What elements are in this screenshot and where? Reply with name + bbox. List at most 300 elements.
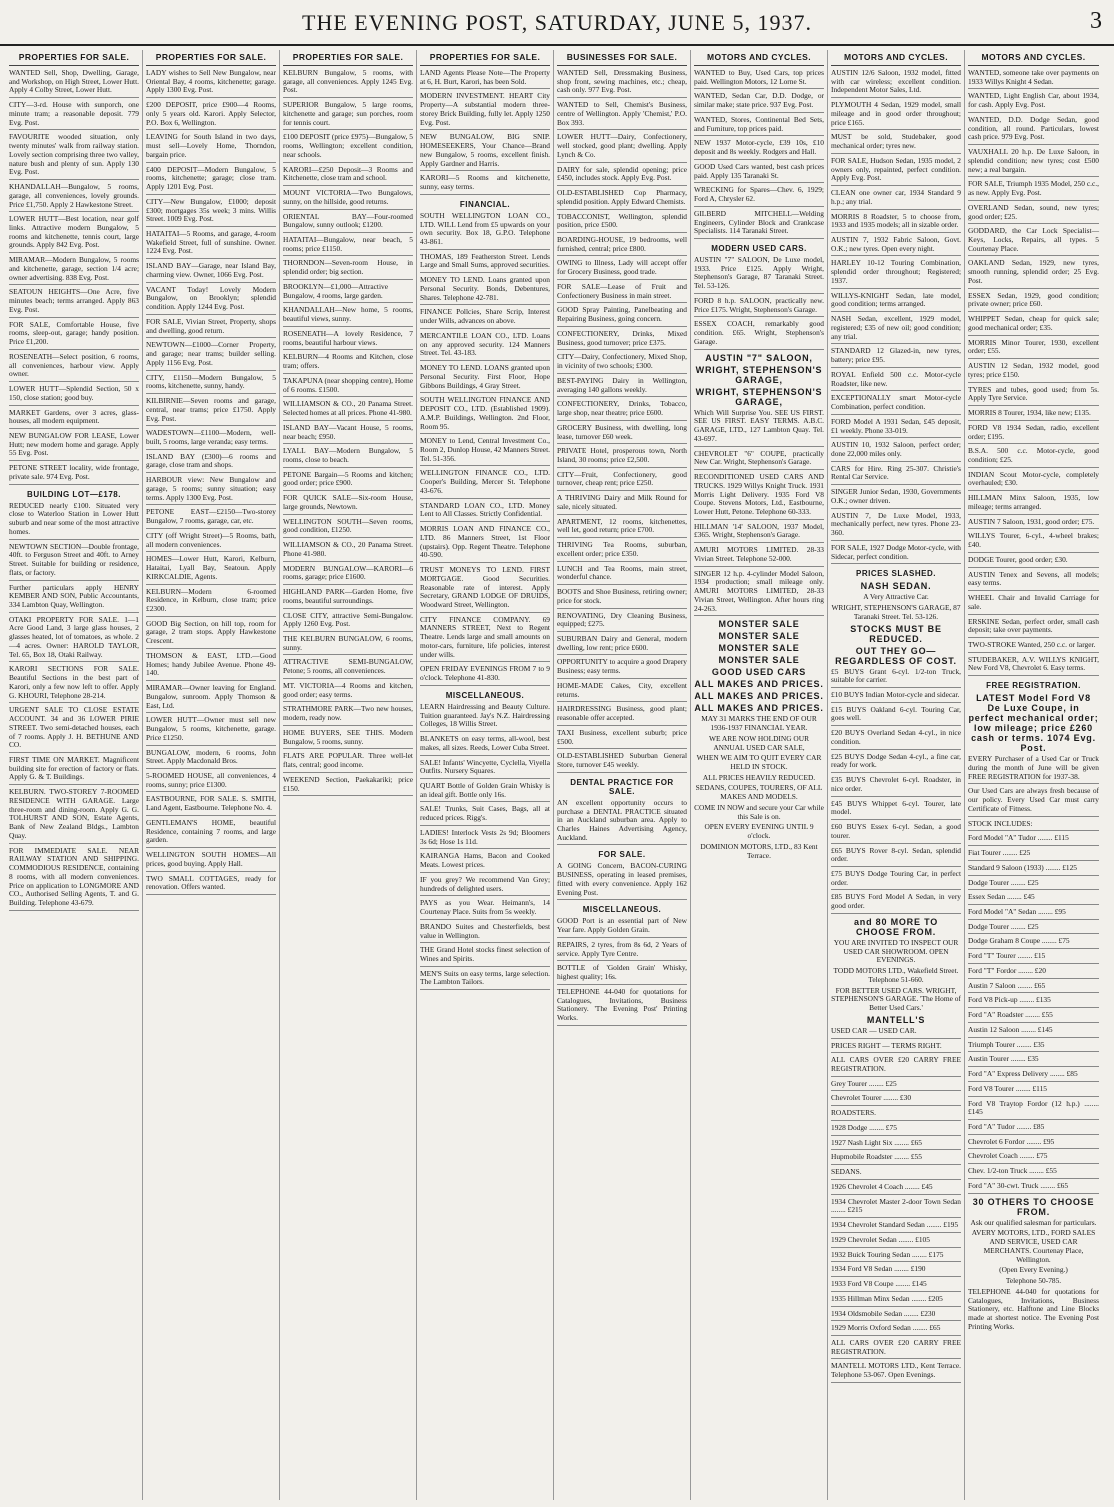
ads-item: WANTED to Buy, Used Cars, top prices paid. Wellington Motors, 12 Lorne St. — [694, 69, 824, 89]
ads-item: GOOD Used Cars wanted, best cash prices paid. Apply 135 Taranaki St. — [694, 163, 824, 183]
ads2-item: MONEY TO LEND. Loans granted upon Personal Security. Bonds, Debentures, Shares. Telephone 42-781. — [420, 276, 550, 305]
ads-item: NEWTOWN—£1000—Corner Property, and garage; near trams; builder selling. Apply 1156 Evg. Post. — [146, 341, 276, 370]
ads-item: AUSTIN 12 Sedan, 1932 model, good tyres; price £150. — [968, 362, 1099, 382]
ads-item: OPPORTUNITY to acquire a good Drapery Business; easy terms. — [557, 658, 687, 678]
stock-item: Ford V8 Traytop Fordor (12 h.p.) ........ £145 — [968, 1100, 1099, 1120]
ads-item: BUNGALOW, modern, 6 rooms, John Street. Apply Macdonald Bros. — [146, 749, 276, 769]
all-makes-item: ALL MAKES AND PRICES. — [694, 691, 824, 702]
ads2-item: STANDARD LOAN CO., LTD. Money Lent to All Classes. Strictly Confidential. — [420, 502, 550, 522]
avery: AVERY MOTORS, LTD., FORD SALES AND SERVICE, USED CAR MERCHANTS. Courtenay Place, Wellington. — [971, 1228, 1096, 1264]
ads-item: WANTED Sell, Dressmaking Business, shop front, sewing machines, etc.; cheap, cash only. 977 Evg. Post. — [557, 69, 687, 98]
ads-item: LOWER HUTT—Dairy, Confectionery, well stocked, good plant; dwelling. Apply Lynch & Co. — [557, 133, 687, 162]
ads4-item: BOTTLE of 'Golden Grain' Whisky, highest quality; 16s. — [557, 964, 687, 984]
ads-item: FAVOURITE wooded situation, only twenty minutes' walk from railway station. Lovely section comprising three two valley, nature bush and plenty of sun. Apply 130 Evg. Post. — [9, 133, 139, 180]
ads2-item: Further particulars apply HENRY KEMBER AND SON, Public Accountants, 334 Lambton Quay, Wellington. — [9, 584, 139, 613]
slashed-item: OUT THEY GO—REGARDLESS OF COST. — [835, 645, 957, 666]
ads-item: DAIRY for sale, splendid opening; price £450, includes stock. Apply Evg. Post. — [557, 166, 687, 186]
ads-item: RENOVATING, Dry Cleaning Business, equipped; £275. — [557, 612, 687, 632]
ads-item: OLD-ESTABLISHED Cop Pharmacy, splendid position. Apply Edward Chemists. — [557, 189, 687, 209]
mantell-ads-item: 1926 Chevrolet 4 Coach ........ £45 — [831, 1183, 961, 1195]
mantell: MANTELL'S — [866, 1014, 926, 1025]
ads-item: £100 DEPOSIT (price £975)—Bungalow, 5 rooms, Wellington; excellent condition, near schools. — [283, 133, 413, 162]
ads-item: SUPERIOR Bungalow, 5 large rooms, kitchenette and garage; sun porches, room for tennis court. — [283, 101, 413, 130]
ads-item: SEATOUN HEIGHTS—One Acre, five minutes beach; terms arranged. Apply 863 Evg. Post. — [9, 288, 139, 317]
ads-item: THORNDON—Seven-room House, in splendid order; big section. — [283, 259, 413, 279]
ads-item: B.S.A. 500 c.c. Motor-cycle, good condition; £25. — [968, 447, 1099, 467]
ads-item: £400 DEPOSIT—Modern Bungalow, 5 rooms, kitchenette; garage; close tram. Apply 1201 Evg. Post. — [146, 166, 276, 195]
ads-item: AUSTIN 10, 1932 Saloon, perfect order; done 22,000 miles only. — [831, 441, 961, 461]
ads-item: LADY wishes to Sell New Bungalow, near Oriental Bay, 4 rooms, kitchenette; garage. Apply 1300 Evg. Post. — [146, 69, 276, 98]
column-4 — [417, 50, 554, 1500]
ads-item: HAIRDRESSING Business, good plant; reasonable offer accepted. — [557, 705, 687, 725]
ads2-item: REDUCED nearly £100. Situated very close to Waterloo Station in Lower Hutt suburb and near some of the most attractive homes. — [9, 502, 139, 540]
ads-item: MIRAMAR—Owner leaving for England. Bungalow, sunroom. Apply Thomson & East, Ltd. — [146, 684, 276, 713]
ads-item: OWING to Illness, Lady will accept offer for Grocery Business, good trade. — [557, 259, 687, 279]
ads2-item: SOUTH WELLINGTON LOAN CO., LTD. WILL Lend from £5 upwards on your own security. Box 18, G.P.O. Telephone 43-861. — [420, 212, 550, 250]
mantell-ads-item: 1934 Ford V8 Sedan ........ £190 — [831, 1265, 961, 1277]
ads-item: PETONE Bargain—5 Rooms and kitchen; good order; price £900. — [283, 471, 413, 491]
ads3-item: MEN'S Suits on easy terms, large selection. The Lambton Tailors. — [420, 970, 550, 990]
all-makes-item: ALL MAKES AND PRICES. — [694, 703, 824, 714]
ads-item: WANTED, Stores, Continental Bed Sets, and Furniture, top prices paid. — [694, 116, 824, 136]
ads3-item: BLANKETS on easy terms, all-wool, best makes, all sizes. Reeds, Lower Cuba Street. — [420, 735, 550, 755]
ads-item: WEEKEND Section, Paekakariki; price £150. — [283, 776, 413, 796]
buys-item: £5 BUYS Grant 6-cyl. 1/2-ton Truck, suitable for carrier. — [831, 668, 961, 688]
ads-item: SUBURBAN Dairy and General, modern dwelling, low rent; price £600. — [557, 635, 687, 655]
ads-item: ROSENEATH—A lovely Residence, 7 rooms, beautiful harbour views. — [283, 330, 413, 350]
banner-item: SEDANS, COUPES, TOURERS, OF ALL MAKES AND MODELS. — [695, 783, 823, 802]
sub-header: MODERN USED CARS. — [711, 244, 807, 254]
ads-item: TAKAPUNA (near shopping centre), Home of 6 rooms. £1500. — [283, 377, 413, 397]
classified-columns — [6, 50, 1108, 1500]
ads3-item: SALE! Infants' Wincyette, Cyclella, Viyella Outfits. Nursery Squares. — [420, 759, 550, 779]
ads-item: WANTED, someone take over payments on 1933 Willys Knight 4 Sedan. — [968, 69, 1099, 89]
mantell-ads-item: 1928 Dodge ........ £75 — [831, 1124, 961, 1136]
ads-item: VAUXHALL 20 h.p. De Luxe Saloon, in splendid condition; new tyres; cost £500 new; a real bargain. — [968, 148, 1099, 177]
ads-item: HATAITAI—Bungalow, near beach, 5 rooms; price £1150. — [283, 236, 413, 256]
buys-item: £75 BUYS Dodge Touring Car, in perfect order. — [831, 870, 961, 890]
all-makes-item: ALL MAKES AND PRICES. — [694, 679, 824, 690]
banner-item: COME IN NOW and secure your Car while this Sale is on. — [694, 802, 824, 821]
thirty: 30 OTHERS TO CHOOSE FROM. — [972, 1196, 1095, 1217]
ads-item: CITY—Fruit, Confectionery, good turnover, cheap rent; price £250. — [557, 471, 687, 491]
ads3-item: AMURI MOTORS LIMITED. 28-33 Vivian Street. Telephone 52-000. — [694, 546, 824, 566]
ads-item: APARTMENT, 12 rooms, kitchenettes, well let, good return; price £700. — [557, 518, 687, 538]
monster-item: MONSTER SALE — [718, 655, 800, 666]
buys-item: £25 BUYS Dodge Sedan 4-cyl., a fine car, ready for work. — [831, 753, 961, 773]
ads-item: TOBACCONIST, Wellington, splendid position, price £500. — [557, 213, 687, 233]
ads2-item: AUSTIN "7" SALOON, De Luxe model, 1933. Price £125. Apply Wright, Stephenson's Garage, 87 Taranaki Street. Tel. 53-126. — [694, 256, 824, 294]
ads2-item: KARORI SECTIONS FOR SALE. Beautiful Sections in the best part of Karori, only a few now left to offer. Apply G. KHOURI, Telephone 28-214. — [9, 665, 139, 703]
mantell-ads-item: 1935 Hillman Minx Sedan ........ £205 — [831, 1295, 961, 1307]
ads-item: CLEAN one owner car, 1934 Standard 9 h.p.; any trial. — [831, 189, 961, 209]
ads-item: FORD V8 1934 Sedan, radio, excellent order; £195. — [968, 424, 1099, 444]
ads-item: WHIPPET Sedan, cheap for quick sale; good mechanical order; £35. — [968, 315, 1099, 335]
header: MOTORS AND CYCLES. — [831, 50, 961, 66]
ads-item: CITY—Dairy, Confectionery, Mixed Shop, in vicinity of two schools; £300. — [557, 353, 687, 373]
header: MOTORS AND CYCLES. — [694, 50, 824, 66]
ads-item: GODDARD, the Car Lock Specialist—Keys, Locks, Repairs, all types. 5 Courtenay Place. — [968, 227, 1099, 256]
ads-item: AUSTIN Tenex and Sevens, all models; easy terms. — [968, 571, 1099, 591]
stock-item: Essex Sedan ........ £45 — [968, 893, 1099, 905]
ads-item: EXCEPTIONALLY smart Motor-cycle Combination, perfect condition. — [831, 394, 961, 414]
ads-item: FOR SALE, 1927 Dodge Motor-cycle, with Sidecar, perfect condition. — [831, 544, 961, 564]
stock-item: Dodge Graham 8 Coupe ........ £75 — [968, 937, 1099, 949]
ads-item: FOR SALE—Lease of Fruit and Confectionery Business in main street. — [557, 283, 687, 303]
ads3-item: CHEVROLET "6" COUPE, practically New Car. Wright, Stephenson's Garage. — [694, 450, 824, 470]
ads-item: ORIENTAL BAY—Four-roomed Bungalow, sunny outlook; £1200. — [283, 213, 413, 233]
sub-header3: MISCELLANEOUS. — [582, 905, 662, 915]
ads-item: HOME BUYERS, SEE THIS. Modern Bungalow, 5 rooms, sunny. — [283, 729, 413, 749]
mantell-ads-item: 1934 Oldsmobile Sedan ........ £230 — [831, 1310, 961, 1322]
buys-item: £10 BUYS Indian Motor-cycle and sidecar. — [831, 691, 961, 703]
ads2-item: OTAKI PROPERTY FOR SALE. 1—1 Acre Good Land, 3 large glass houses, 2 glasses heated, lot of tomatoes, as whole. 2—4 acres. Owner: HAROLD TAYLOR, Tel. 65, Box 18, Otaki Railway. — [9, 616, 139, 663]
ads-item: PETONE EAST—£2150—Two-storey Bungalow, 7 rooms, garage, car, etc. — [146, 508, 276, 528]
ask: Ask our qualified salesman for particulars. — [970, 1217, 1097, 1227]
free-reg-item: Our Used Cars are always fresh because of our policy. Every Used Car must carry Certificate of Fitness. — [968, 787, 1099, 816]
mantell-ads-item: USED CAR — USED CAR. — [831, 1027, 961, 1039]
ads-item: HILLMAN Minx Saloon, 1935, low mileage; terms arranged. — [968, 494, 1099, 514]
ads-item: MIRAMAR—Modern Bungalow, 5 rooms and kitchenette, garage, section 1/4 acre; owner advertising. 838 Evg. Post. — [9, 256, 139, 285]
mantell-ads-item: 1934 Chevrolet Master 2-door Town Sedan ........ £215 — [831, 1198, 961, 1218]
ads-item: TWO SMALL COTTAGES, ready for renovation. Offers wanted. — [146, 875, 276, 895]
stock-item: Ford "A" Express Delivery ........ £85 — [968, 1070, 1099, 1082]
mantell-ads-item: PRICES RIGHT — TERMS RIGHT. — [831, 1042, 961, 1054]
sub-header: PRICES SLASHED. — [856, 569, 936, 579]
ads2-item: AN excellent opportunity occurs to purchase a DENTAL PRACTICE situated in an Auckland suburban area. Apply to Charles Haines Advertising Agency, Auckland. — [557, 799, 687, 846]
ads-item: AUSTIN 12/6 Saloon, 1932 model, fitted with car wireless; excellent condition. Independent Motor Sales, Ltd. — [831, 69, 961, 98]
ads-item: GILBERD MITCHELL—Welding Engineers, Cylinder Block and Crankcase Specialists. 114 Taranaki Street. — [694, 210, 824, 239]
sub-header2: FOR SALE. — [598, 850, 646, 860]
ads2-item: FINANCE Pollcies, Share Scrip, Interest under Wills, advances on above. — [420, 308, 550, 328]
ads-item: BROOKLYN—£1,000—Attractive Bungalow, 4 rooms, large garden. — [283, 283, 413, 303]
mantell-ads-item: 1934 Chevrolet Standard Sedan ........ £195 — [831, 1221, 961, 1233]
todd: TODD MOTORS LTD., Wakefield Street. Telephone 51-660. — [833, 966, 959, 984]
ads-item: PLYMOUTH 4 Sedan, 1929 model, small mileage and in good order throughout; price £165. — [831, 101, 961, 130]
ads-item: OVERLAND Sedan, sound, new tyres; good order; £25. — [968, 204, 1099, 224]
ads-item: WANTED to Sell, Chemist's Business, centre of Wellington. Apply 'Chemist,' P.O. Box 393. — [557, 101, 687, 130]
stock-item: Ford V8 Tourer ........ £115 — [968, 1085, 1099, 1097]
column-6 — [691, 50, 828, 1500]
ads-item: LUNCH and Tea Rooms, main street, wonderful chance. — [557, 565, 687, 585]
stock-item: Austin 12 Saloon ........ £145 — [968, 1026, 1099, 1038]
ads-item: ROSENEATH—Select position, 6 rooms, all conveniences, harbour view. Apply owner. — [9, 353, 139, 382]
ads2-item: CITY FINANCE COMPANY. 69 MANNERS STREET, Next to Regent Theatre. Lends large and small amounts on motor-cars, furniture, life policies, interest under wills. — [420, 616, 550, 663]
ads-item: A THRIVING Dairy and Milk Round for sale, nicely situated. — [557, 494, 687, 514]
ads2-item: MERCANTILE LOAN CO., LTD. Loans on any approved security. 124 Manners Street. Tel. 43-183. — [420, 332, 550, 361]
buys-item: £60 BUYS Essex 6-cyl. Sedan, a good tourer. — [831, 823, 961, 843]
ads2-item: FOR IMMEDIATE SALE. NEAR RAILWAY STATION AND SHIPPING. COMMODIOUS RESIDENCE, containing 8 rooms, with all modern conveniences. Price on application to LONGMORE AND CO., Authorised Selling Agents, T. and G. Building. Telephone 43-679. — [9, 847, 139, 911]
ads-item: STANDARD 12 Glazed-in, new tyres, battery; price £95. — [831, 347, 961, 367]
stock-item: Triumph Tourer ........ £35 — [968, 1041, 1099, 1053]
big-lines-item: WRIGHT, STEPHENSON'S GARAGE, — [695, 364, 823, 385]
ads-item: MUST be sold, Studebaker, good mechanical order; tyres new. — [831, 133, 961, 153]
banner-item: WE ARE NOW HOLDING OUR ANNUAL USED CAR SALE, — [708, 733, 810, 752]
ads-item: MARKET Gardens, over 3 acres, glass-houses, all modern equipment. — [9, 409, 139, 429]
ads-item: KELBURN Bungalow, 5 rooms, with garage, all conveniences. Apply 1245 Evg. Post. — [283, 69, 413, 98]
ads-item: ESSEX Sedan, 1929, good condition; private owner; price £60. — [968, 292, 1099, 312]
ads3-item: SINGER 12 h.p. 4-cylinder Model Saloon, 1934 production; small mileage only. AMURI MOTORS LIMITED, 28-33 Vivian Street, Wellington. After hours ring 24-263. — [694, 570, 824, 617]
stock-item: Ford V8 Pick-up ........ £135 — [968, 996, 1099, 1008]
header: PROPERTIES FOR SALE. — [283, 50, 413, 66]
eighty: and 80 MORE TO CHOOSE FROM. — [853, 916, 939, 937]
ads-item: MORRIS 8 Roadster, 5 to choose from, 1933 and 1935 models; all in sizable order. — [831, 213, 961, 233]
ads-item: ISLAND BAY (£300)—6 rooms and garage, close tram and shops. — [146, 453, 276, 473]
mantell-ads-item: ALL CARS OVER £20 CARRY FREE REGISTRATION. — [831, 1056, 961, 1076]
ads3-item: RECONDITIONED USED CARS AND TRUCKS. 1929 Willys Knight Truck. 1931 Morris Light Delivery. 1935 Ford V8 Coupe. Stevens Motors, Ltd., Eastbourne, Lower Hutt, Petone. Telephone 60-333. — [694, 473, 824, 520]
ads-item: WILLYS Tourer, 6-cyl., 4-wheel brakes; £40. — [968, 532, 1099, 552]
stock-item: Chevrolet 6 Fordor ........ £95 — [968, 1138, 1099, 1150]
tel: Telephone 50-785. — [1005, 1276, 1062, 1286]
column-7 — [828, 50, 965, 1500]
monster-item: MONSTER SALE — [718, 619, 800, 630]
ads-item: MT. VICTORIA—4 Rooms and kitchen, good order; easy terms. — [283, 682, 413, 702]
ads3-item: Which Will Surprise You. SEE US FIRST. SEE US FIRST. EASY TERMS. A.B.C. GARAGE, LTD., 127 Lambton Quay. Tel. 43-697. — [694, 409, 824, 447]
stock-item: Dodge Tourer ........ £25 — [968, 923, 1099, 935]
ads-item: FOR SALE, Vivian Street, Property, shops and dwelling, good return. — [146, 318, 276, 338]
ads-item: £200 DEPOSIT, price £900—4 Rooms, only 5 years old. Karori. Apply Selector, P.O. Box 6, Wellington. — [146, 101, 276, 130]
ads-item: BOARDING-HOUSE, 19 bedrooms, well furnished, central; price £800. — [557, 236, 687, 256]
ads-item: ATTRACTIVE SEMI-BUNGALOW, Petone; 5 rooms, all conveniences. — [283, 658, 413, 678]
column-8 — [965, 50, 1102, 1500]
sub-header: DENTAL PRACTICE FOR SALE. — [570, 777, 674, 796]
ads-item: WILLIAMSON & CO., 20 Panama Street. Phone 41-980. — [283, 541, 413, 561]
ads-item: FOR SALE, Triumph 1935 Model, 250 c.c., as new. Apply Evg. Post. — [968, 180, 1099, 200]
ads4-item: REPAIRS, 2 tyres, from 8s 6d, 2 Years of service. Apply Tyre Centre. — [557, 941, 687, 961]
ads-item: MORRIS Minor Tourer, 1930, excellent order; £55. — [968, 339, 1099, 359]
ads2-item: ESSEX COACH, remarkably good condition. £65. Wright, Stephenson's Garage. — [694, 320, 824, 349]
ads-item: HOME-MADE Cakes, City, excellent returns. — [557, 682, 687, 702]
stock-item: Ford "T" Fordor ........ £20 — [968, 967, 1099, 979]
ads3-item: KAIRANGA Hams, Bacon and Cooked Meats. Lowest prices. — [420, 852, 550, 872]
big-lines-item: LATEST Model Ford V8 De Luxe Coupe, in perfect mechanical order; low mileage; price £260 cash or terms. 1074 Evg. Post. — [968, 693, 1099, 754]
better: FOR BETTER USED CARS. WRIGHT, STEPHENSON'S GARAGE. 'The Home of Better Used Cars.' — [831, 985, 961, 1013]
ads2-item: OPEN FRIDAY EVENINGS FROM 7 to 9 o'clock. Telephone 41-830. — [420, 665, 550, 685]
page-number: 3 — [1090, 8, 1102, 34]
ads-item: OAKLAND Sedan, 1929, new tyres, smooth running, splendid order; 25 Evg. Post. — [968, 259, 1099, 288]
ads-item: STRATHMORE PARK—Two new houses, modern, ready now. — [283, 705, 413, 725]
ads-item: GOOD Big Section, on hill top, room for garage, 2 tram stops. Apply Hawkestone Crescent. — [146, 620, 276, 649]
ads2-item: KELBURN. TWO-STOREY 7-ROOMED RESIDENCE WITH GARAGE. Large three-room and dining-room. Apply G. G. TOLHURST AND SON, Estate Agents, Bank of New Zealand Bldgs., Lambton Quay. — [9, 788, 139, 843]
ads-item: THE KELBURN BUNGALOW, 6 rooms, sunny. — [283, 635, 413, 655]
banner-item: DOMINION MOTORS, LTD., 83 Kent Terrace. — [700, 841, 818, 860]
ads-item: BOOTS and Shoe Business, retiring owner; price for stock. — [557, 588, 687, 608]
buys-item: £65 BUYS Rover 8-cyl. Sedan, splendid order. — [831, 847, 961, 867]
stock-item: Dodge Tourer ........ £25 — [968, 879, 1099, 891]
free-reg-item: EVERY Purchaser of a Used Car or Truck during the month of June will be given FREE REGISTRATION for 1937-38. — [968, 755, 1099, 784]
ads-item: AUSTIN 7 Saloon, 1931, good order; £75. — [968, 518, 1099, 530]
ads-item: HOMES—Lower Hutt, Karori, Kelburn, Hataitai, Lyall Bay, Seatoun. Apply KIRKCALDIE, Agents. — [146, 555, 276, 584]
mantell-ads-item: ALL CARS OVER £20 CARRY FREE REGISTRATION. — [831, 1339, 961, 1359]
ads-item: ROYAL Enfield 500 c.c. Motor-cycle Roadster, like new. — [831, 371, 961, 391]
ads2-item: MORRIS LOAN AND FINANCE CO., LTD. 86 Manners Street, 1st Floor (upstairs). Opp. Regent Theatre. Telephone 40-590. — [420, 525, 550, 563]
ads-item: THRIVING Tea Rooms, suburban, excellent order; price £350. — [557, 541, 687, 561]
ads-item: FORD Model A 1931 Sedan, £45 deposit, £1 weekly. Phone 33-019. — [831, 418, 961, 438]
stock-item: Ford "A" Tudor ........ £85 — [968, 1123, 1099, 1135]
header: PROPERTIES FOR SALE. — [9, 50, 139, 66]
ads-item: NASH Sedan, excellent, 1929 model, registered; £35 of new oil; good condition; any trial. — [831, 315, 961, 344]
ads-item: WANTED Sell, Shop, Dwelling, Garage, and Workshop, on High Street, Lower Hutt. Apply 4 Colby Street, Lower Hutt. — [9, 69, 139, 98]
ads-item: CITY—New Bungalow, £1000; deposit £300; mortgages 35s week; 3 mins. Willis Street. 1009 Evg. Post. — [146, 198, 276, 227]
ads-item: 5-ROOMED HOUSE, all conveniences, 4 rooms, sunny; price £1300. — [146, 772, 276, 792]
ads-item: FLATS ARE POPULAR. Three well-let flats, central; good income. — [283, 752, 413, 772]
ads-item: CITY, £1150—Modern Bungalow, 5 rooms, kitchenette, sunny, handy. — [146, 374, 276, 394]
ads-item: EASTBOURNE, FOR SALE. S. SMITH, Land Agent, Eastbourne. Telephone No. 4. — [146, 795, 276, 815]
ads-item: KARORI—£250 Deposit—3 Rooms and Kitchenette, close tram and school. — [283, 166, 413, 186]
ads-item: GOOD Spray Painting, Panelbeating and Repairing Business, going concern. — [557, 306, 687, 326]
ads2-item: SOUTH WELLINGTON FINANCE AND DEPOSIT CO., LTD. (Established 1909). A.M.P. Buildings, Wellington. 2nd Floor, Room 95. — [420, 396, 550, 434]
ads-item: GENTLEMAN'S HOME, beautiful Residence, containing 7 rooms, and large garden. — [146, 819, 276, 848]
mantell-ads-item: 1927 Nash Light Six ........ £65 — [831, 1139, 961, 1151]
ads-item: LYALL BAY—Modern Bungalow, 5 rooms, close to beach. — [283, 447, 413, 467]
ads-item: CARS for Hire. Ring 25-307. Christie's Rental Car Service. — [831, 465, 961, 485]
ads-item: OLD-ESTABLISHED Suburban General Store, turnover £45 weekly. — [557, 752, 687, 772]
ads-item: ISLAND BAY—Garage, near Island Bay, charming view. Owner, 1066 Evg. Post. — [146, 262, 276, 282]
ads-item: HARLEY 10-12 Touring Combination, splendid order throughout; Registered; 1937. — [831, 259, 961, 288]
newspaper-title: THE EVENING POST, SATURDAY, JUNE 5, 1937. — [302, 10, 812, 35]
ads2-item: MONEY to Lend, Central Investment Co., Room 2, Dunlop House, 42 Manners Street. Tel. 51-356. — [420, 437, 550, 466]
ads2-item: TRUST MONEYS TO LEND. FIRST MORTGAGE. Good Securities. Reasonable rate of interest. Apply Secretary, GRAND LODGE OF DRUIDS, Woodward Street, Wellington. — [420, 566, 550, 613]
ads-item: WILLYS-KNIGHT Sedan, late model, good condition; terms arranged. — [831, 292, 961, 312]
mantell-ads-item: 1932 Buick Touring Sedan ........ £175 — [831, 1251, 961, 1263]
ads2-item: MONEY TO LEND. LOANS granted upon Personal Security. First Floor, Hope Gibbons Buildings, 4 Gray Street. — [420, 364, 550, 393]
ads-item: TYRES and tubes, good used; from 5s. Apply Tyre Service. — [968, 386, 1099, 406]
ads-item: WADESTOWN—£1100—Modern, well-built, 5 rooms, large veranda; easy terms. — [146, 429, 276, 449]
ads-item: CONFECTIONERY, Drinks, Mixed Business, good turnover; price £375. — [557, 330, 687, 350]
mantell-ads-item: 1929 Chevrolet Sedan ........ £105 — [831, 1236, 961, 1248]
ads-item: FOR SALE, Comfortable House, five rooms, sleep-out, garage; handy position. Price £1,200. — [9, 321, 139, 350]
ads-item: HIGHLAND PARK—Garden Home, five rooms, beautiful surroundings. — [283, 588, 413, 608]
ads-item: TAXI Business, excellent suburb; price £500. — [557, 729, 687, 749]
column-1 — [6, 50, 143, 1500]
ads-item: LOWER HUTT—Owner must sell new Bungalow, 5 rooms, kitchenette, garage. Price £1250. — [146, 716, 276, 745]
ads-item: LEAVING for South Island in two days, must sell—Lovely Home, Thorndon, bargain price. — [146, 133, 276, 162]
column-3 — [280, 50, 417, 1500]
ads-item: WILLIAMSON & CO., 20 Panama Street. Selected homes at all prices. Phone 41-980. — [283, 400, 413, 420]
ads3-item: A GOING Concern, BACON-CURING BUSINESS, operating in leased premises, fitted with every convenience. Apply 162 Evening Post. — [557, 862, 687, 900]
ads-item: NEW BUNGALOW FOR LEASE, Lower Hutt; new modern home and garage. Apply 55 Evg. Post. — [9, 432, 139, 461]
ads4-item: TELEPHONE 44-040 for quotations for Catalogues, Invitations, Business Stationery. 'The Evening Post' Printing Works. — [557, 988, 687, 1026]
stock-item: Standard 9 Saloon (1933) ........ £125 — [968, 864, 1099, 876]
open: (Open Every Evening.) — [999, 1265, 1068, 1275]
ads-item: PETONE STREET locality, wide frontage, private sale. 974 Evg. Post. — [9, 464, 139, 484]
buys-item: £85 BUYS Ford Model A Sedan, in very good order. — [831, 893, 961, 913]
ads-item: DODGE Tourer, good order; £30. — [968, 556, 1099, 568]
ads4-item: GOOD Port is an essential part of New Year fare. Apply Golden Grain. — [557, 917, 687, 937]
banner-item: WHEN WE AIM TO QUIT EVERY CAR HELD IN STOCK. — [696, 753, 822, 771]
ads-item: MORRIS 8 Tourer, 1934, like new; £135. — [968, 409, 1099, 421]
ads3-item: IF you grey? We recommend Van Grey; hundreds of delighted users. — [420, 876, 550, 896]
ads-item: NEW 1937 Motor-cycle, £39 10s, £10 deposit and 8s weekly. Rodgers and Hall. — [694, 139, 824, 159]
big-lines-item: WRIGHT, STEPHENSON'S GARAGE, — [695, 386, 823, 407]
ads-item: HATAITAI—5 Rooms, and garage, 4-room Wakefield Street, full of sunshine. Owner. 1224 Evg. Post. — [146, 230, 276, 259]
ads-item: BEST-PAYING Dairy in Wellington, averaging 140 gallons weekly. — [557, 377, 687, 397]
mantell-ads-item: ROADSTERS. — [831, 1109, 961, 1121]
ads3-item: PAYS as you Wear. Heimann's, 14 Courtenay Place. Suits from 5s weekly. — [420, 899, 550, 919]
ads-item: AUSTIN 7, 1932 Fabric Saloon, Govt. O.K.; new tyres. Open every night. — [831, 236, 961, 256]
ads-item: LAND Agents Please Note—The Property at 6, H. Burt, Karori, has been Sold. — [420, 69, 550, 89]
buys-item: £15 BUYS Oakland 6-cyl. Touring Car, goes well. — [831, 706, 961, 726]
sub-header2: MISCELLANEOUS. — [445, 690, 525, 700]
ads-item: THOMSON & EAST, LTD.—Good Homes; handy Jubilee Avenue. Phone 49-140. — [146, 652, 276, 681]
ads-item: WANTED, Light English Car, about 1934, for cash. Apply Evg. Post. — [968, 92, 1099, 112]
stock-item: Ford Model "A" Tudor ........ £115 — [968, 834, 1099, 846]
nash: NASH SEDAN. — [860, 581, 932, 592]
ads-item: WRECKING for Spares—Chev. 6, 1929; Ford A, Chrysler 62. — [694, 186, 824, 206]
ads-item: MODERN BUNGALOW—KARORI—6 rooms, garage; price £1600. — [283, 565, 413, 585]
ads3-item: BRANDO Suites and Chesterfields, best value in Wellington. — [420, 923, 550, 943]
ads-item: WANTED, Sedan Car, D.D. Dodge, or similar make; state price. 937 Evg. Post. — [694, 92, 824, 112]
ads-item: WANTED, D.D. Dodge Sedan, good condition, all round. Particulars, lowest cash price. 979 Evg. Post. — [968, 116, 1099, 145]
banner-item: ALL PRICES HEAVILY REDUCED. — [702, 772, 816, 782]
header: MOTORS AND CYCLES. — [968, 50, 1099, 66]
mantell-ads-item: Chevrolet Tourer ........ £30 — [831, 1094, 961, 1106]
ads-item: KHANDALLAH—Bungalow, 5 rooms, garage, all conveniences, lovely grounds. Price £1,750. Apply 2 Hawkestone Street. — [9, 183, 139, 212]
ads-item: MODERN INVESTMENT. HEART City Property—A substantial modern three-storey Brick Building, fully let. Apply 1250 Evg. Post. — [420, 92, 550, 130]
mantell-ads-item: Grey Tourer ........ £25 — [831, 1080, 961, 1092]
wright: WRIGHT, STEPHENSON'S GARAGE, 87 Taranaki Street. Tel. 53-126. — [831, 603, 961, 621]
ads-item: NEW BUNGALOW, BIG SNIP. HOMESEEKERS, Your Chance—Brand new Bungalow, 5 rooms, excellent finish. Apply Gardner and Harris. — [420, 133, 550, 171]
ads2-item: FORD 8 h.p. SALOON, practically new. Price £175. Wright, Stephenson's Garage. — [694, 297, 824, 317]
monster-item: MONSTER SALE — [718, 631, 800, 642]
mantell-ads-item: MANTELL MOTORS LTD., Kent Terrace. Telephone 53-067. Open Evenings. — [831, 1362, 961, 1382]
column-2 — [143, 50, 280, 1500]
stock-item: Chev. 1/2-ton Truck ........ £55 — [968, 1167, 1099, 1179]
mantell-ads-item: Hupmobile Roadster ........ £55 — [831, 1153, 961, 1165]
ads-item: PRIVATE Hotel, prosperous town, North Island, 30 rooms; price £2,500. — [557, 447, 687, 467]
ads-item: CITY (off Wright Street)—5 Rooms, bath, all modern conveniences. — [146, 532, 276, 552]
stock-item: Ford Model "A" Sedan ........ £95 — [968, 908, 1099, 920]
ads2-item: FIRST TIME ON MARKET. Magnificent building site for erection of factory or flats. Apply G. & T. Buildings. — [9, 756, 139, 785]
ads-item: CLOSE CITY, attractive Semi-Bungalow. Apply 1260 Evg. Post. — [283, 612, 413, 632]
stock-item: Ford "A" Roadster ........ £55 — [968, 1011, 1099, 1023]
ads-item: WHEEL Chair and Invalid Carriage for sale. — [968, 594, 1099, 614]
stock-item: Austin 7 Saloon ........ £65 — [968, 982, 1099, 994]
ads-item: ISLAND BAY—Vacant House, 5 rooms, near beach; £950. — [283, 424, 413, 444]
sub-header: FREE REGISTRATION. — [986, 681, 1081, 691]
ads3-item: LADIES! Interlock Vests 2s 9d; Bloomers 3s 6d; Hose 1s 11d. — [420, 829, 550, 849]
ads-item: STUDEBAKER, A.V. WILLYS KNIGHT, New Ford V8, Chevrolet 6. Easy terms. — [968, 656, 1099, 676]
big-lines-item: AUSTIN "7" SALOON, — [705, 352, 813, 363]
buys-item: £20 BUYS Overland Sedan 4-cyl., in nice condition. — [831, 729, 961, 749]
ads-item: GROCERY Business, with dwelling, long lease, turnover £60 week. — [557, 424, 687, 444]
ads-item: KELBURN—4 Rooms and Kitchen, close tram; offers. — [283, 353, 413, 373]
stock-item: Ford "A" 30-cwt. Truck ........ £65 — [968, 1182, 1099, 1194]
ads-item: CITY—3-rd. House with sunporch, one minute tram; a reasonable deposit. 779 Evg. Post. — [9, 101, 139, 130]
ads3-item: THE Grand Hotel stocks finest selection of Wines and Spirits. — [420, 946, 550, 966]
ads-item: KILBIRNIE—Seven rooms and garage, central, near trams; price £1750. Apply Evg. Post. — [146, 397, 276, 426]
ads-item: FOR SALE, Hudson Sedan, 1935 model, 2 owners only, repainted, perfect condition. Apply Evg. Post. — [831, 157, 961, 186]
ads-item: HARBOUR view: New Bungalow and garage, 5 rooms; sunny situation; easy terms. Apply 1300 Evg. Post. — [146, 476, 276, 505]
mantell-ads-item: 1929 Morris Oxford Sedan ........ £65 — [831, 1324, 961, 1336]
slashed-item: STOCKS MUST BE REDUCED. — [850, 623, 942, 644]
ads-item: WELLINGTON SOUTH HOMES—All prices, good buying. Apply Hall. — [146, 851, 276, 871]
nash-sub: A Very Attractive Car. — [863, 592, 929, 602]
header: PROPERTIES FOR SALE. — [420, 50, 550, 66]
ads-item: KARORI—5 Rooms and kitchenette, sunny, easy terms. — [420, 174, 550, 194]
buys-item: £35 BUYS Chevrolet 6-cyl. Roadster, in nice order. — [831, 776, 961, 796]
ads3-item: QUART Bottle of Golden Grain Whisky is an ideal gift. Bottle only 16s. — [420, 782, 550, 802]
stock-item: Ford "T" Tourer ........ £15 — [968, 952, 1099, 964]
ads-item: FOR QUICK SALE—Six-room House, large grounds, Newtown. — [283, 494, 413, 514]
invite: YOU ARE INVITED TO INSPECT OUR USED CAR SHOWROOM. OPEN EVENINGS. — [833, 937, 959, 965]
banner-item: OPEN EVERY EVENING UNTIL 9 o'clock. — [704, 822, 814, 841]
ads-item: VACANT Today! Lovely Modern Bungalow, on Brooklyn; splendid condition. Apply 1244 Evg. Post. — [146, 286, 276, 315]
ads-item: MOUNT VICTORIA—Two Bungalows, sunny, on the hillside, good returns. — [283, 189, 413, 209]
sub-header: BUILDING LOT—£178. — [27, 489, 121, 499]
ads-item: SINGER Junior Sedan, 1930, Governments O.K.; owner driven. — [831, 488, 961, 508]
free-reg-item: STOCK INCLUDES: — [968, 820, 1099, 832]
